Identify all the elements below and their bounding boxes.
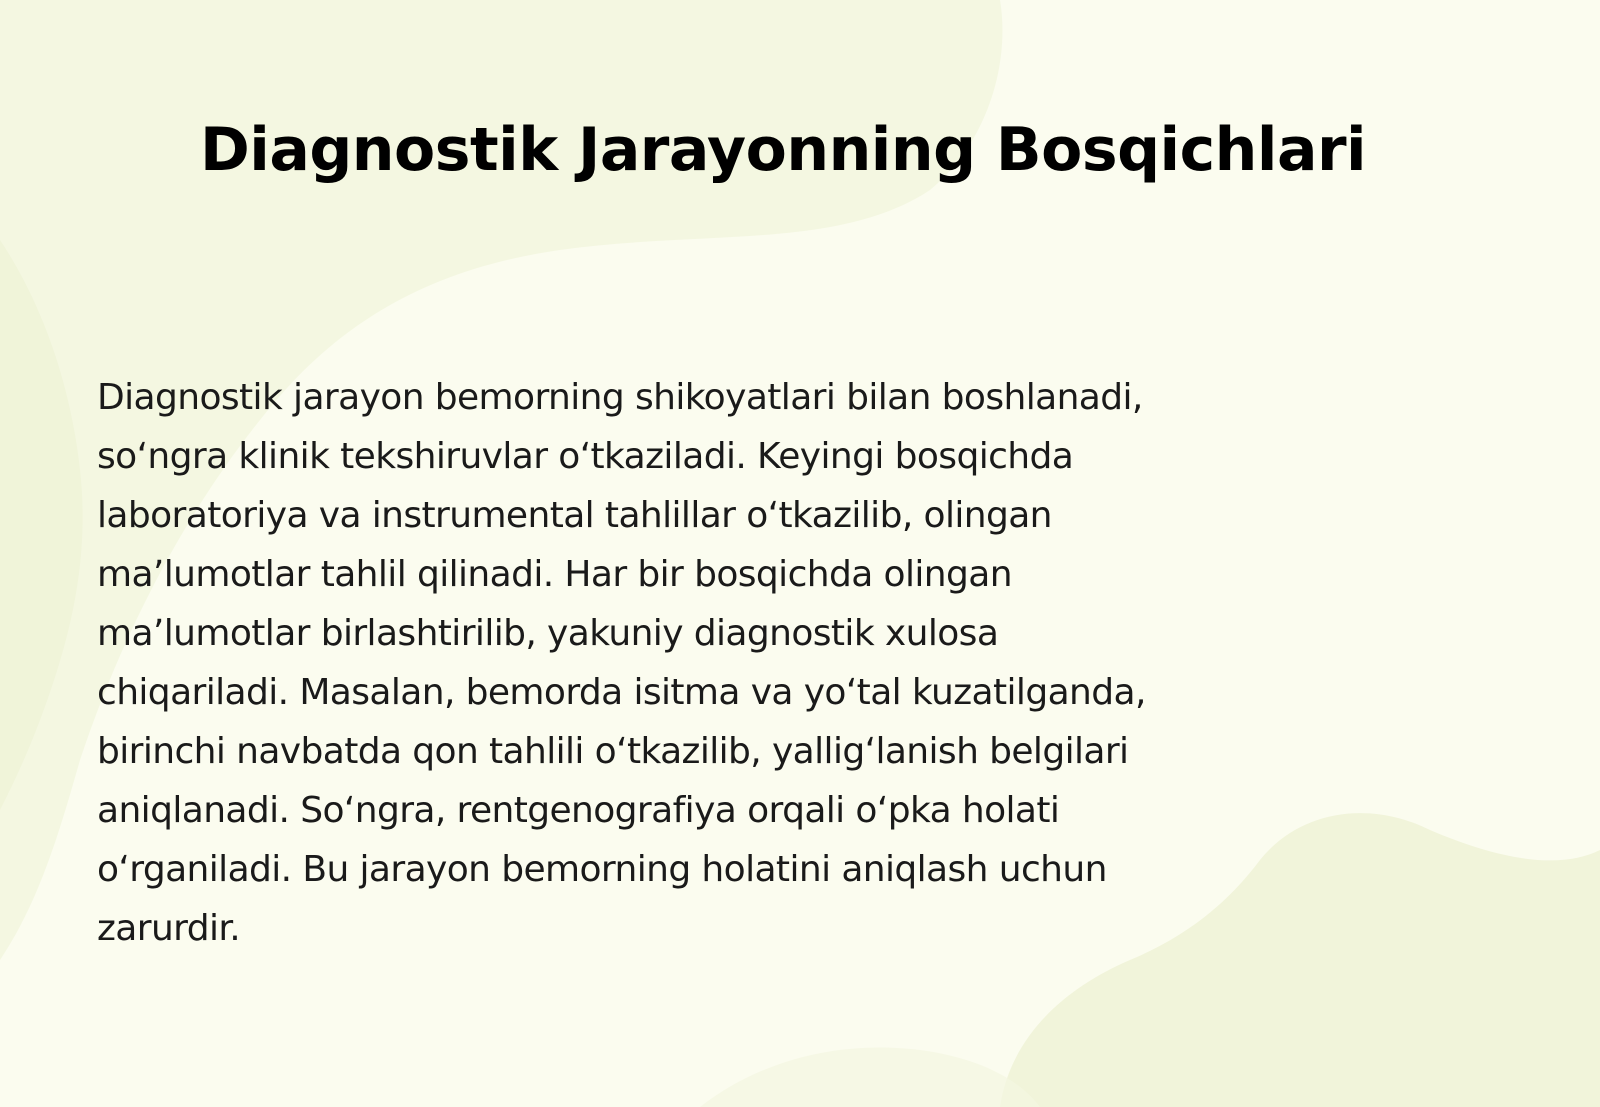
body-line: Diagnostik jarayon bemorning shikoyatlari bilan boshlanadi,: [97, 377, 1143, 418]
body-line: zarurdir.: [97, 908, 241, 949]
body-line: so‘ngra klinik tekshiruvlar o‘tkaziladi. Keyingi bosqichda: [97, 436, 1074, 477]
body-line: chiqariladi. Masalan, bemorda isitma va yo‘tal kuzatilganda,: [97, 672, 1146, 713]
background-blob-bottom-center: [700, 1047, 1040, 1107]
body-line: ma’lumotlar birlashtirilib, yakuniy diagnostik xulosa: [97, 613, 999, 654]
slide-body-text: [97, 368, 1327, 958]
body-line: aniqlanadi. So‘ngra, rentgenografiya orqali o‘pka holati: [97, 790, 1060, 831]
body-line: o‘rganiladi. Bu jarayon bemorning holatini aniqlash uchun: [97, 849, 1107, 890]
body-line: laboratoriya va instrumental tahlillar o‘tkazilib, olingan: [97, 495, 1052, 536]
slide-title: Diagnostik Jarayonning Bosqichlari: [200, 115, 1367, 185]
body-line: birinchi navbatda qon tahlili o‘tkazilib, yallig‘lanish belgilari: [97, 731, 1129, 772]
body-line: ma’lumotlar tahlil qilinadi. Har bir bosqichda olingan: [97, 554, 1012, 595]
